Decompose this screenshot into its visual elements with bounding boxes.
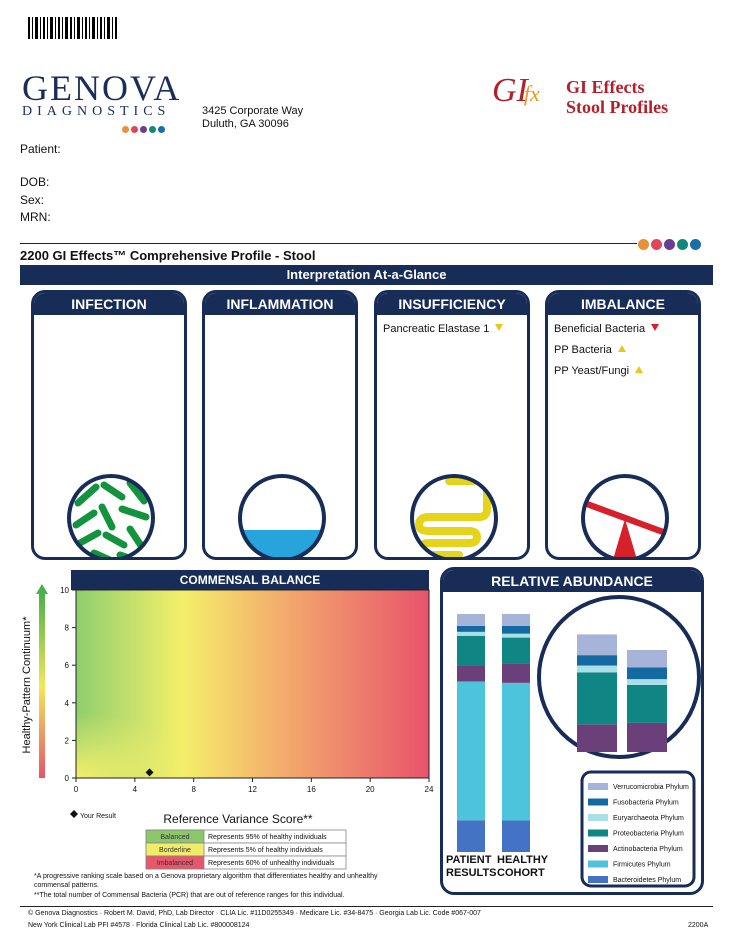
intestine-icon	[409, 473, 499, 560]
interpretation-banner: Interpretation At-a-Glance	[20, 265, 713, 285]
zoom-bar-segment	[577, 724, 617, 752]
legend-description: Represents 95% of healthy individuals	[208, 834, 327, 841]
insufficiency-item-label: Pancreatic Elastase 1	[383, 323, 490, 335]
y-tick-label: 0	[64, 774, 69, 783]
zoom-bar-segment	[627, 679, 667, 685]
phylum-legend-label: Proteobacteria Phylum	[613, 830, 684, 838]
phylum-legend-swatch	[588, 783, 608, 790]
healthy-column-label-2: COHORT	[497, 867, 545, 879]
phylum-legend-swatch	[588, 830, 608, 837]
zoom-bar-segment	[577, 655, 617, 665]
seesaw-icon	[580, 473, 670, 560]
stacked-bar-segment	[457, 614, 485, 626]
legend-description: Represents 5% of healthy individuals	[208, 847, 323, 854]
stacked-bar-segment	[502, 821, 530, 852]
commensal-legend	[60, 808, 400, 872]
genova-logo	[22, 70, 181, 120]
phylum-legend-label: Fusobacteria Phylum	[613, 799, 679, 807]
healthy-column-label-1: HEALTHY	[497, 854, 549, 866]
product-title	[566, 77, 668, 117]
stacked-bar-segment	[502, 626, 530, 634]
note-2: **The total number of Commensal Bacteria (PCR) that are out of reference ranges for this individual.	[34, 892, 345, 899]
inflammation-card	[202, 290, 358, 560]
mrn-label: MRN:	[20, 210, 51, 224]
product-title-line2: Stool Profiles	[566, 97, 669, 117]
phylum-legend-swatch	[588, 876, 608, 883]
divider-dots	[638, 237, 703, 255]
bacteria-icon	[66, 473, 156, 560]
lab-address	[202, 105, 303, 131]
imbalance-card	[545, 290, 701, 560]
patient-label: Patient:	[20, 142, 61, 156]
stacked-bar-segment	[502, 638, 530, 664]
x-tick-label: 24	[424, 785, 434, 794]
gi-effects-logo	[492, 72, 669, 117]
inflammation-title: INFLAMMATION	[205, 293, 355, 315]
imbalance-title: IMBALANCE	[548, 293, 698, 315]
logo-fx: fx	[523, 81, 540, 106]
imbalance-item	[554, 365, 692, 377]
x-tick-label: 8	[191, 785, 196, 794]
insufficiency-title: INSUFFICIENCY	[377, 293, 527, 315]
stacked-bar-segment	[457, 632, 485, 636]
your-result-marker-icon	[70, 810, 78, 818]
high-flag-icon	[618, 345, 626, 352]
dob-label: DOB:	[20, 175, 50, 189]
y-tick-label: 4	[64, 698, 69, 708]
legend-label: Balanced	[160, 834, 190, 841]
logo-dots	[122, 120, 167, 138]
relative-abundance-chart	[440, 592, 704, 892]
commensal-gradient-overlay	[76, 590, 429, 778]
legend-title: Reference Variance Score**	[163, 812, 313, 826]
logo-company-name: GENOVA	[22, 68, 182, 108]
stacked-bar-segment	[457, 626, 485, 632]
commensal-balance-chart	[20, 580, 440, 812]
stacked-bar-segment	[457, 636, 485, 666]
y-tick-label: 8	[64, 623, 69, 633]
zoom-bar-segment	[577, 634, 617, 655]
high-flag-icon	[635, 366, 643, 373]
barcode	[28, 17, 118, 39]
phylum-legend-label: Actinobacteria Phylum	[613, 846, 683, 853]
low-flag-icon	[495, 324, 503, 331]
phylum-legend-label: Bacteroidetes Phylum	[613, 877, 682, 884]
footer-line-2: New York Clinical Lab PFI #4578 · Florida Clinical Lab Lic. #800008124	[28, 922, 250, 929]
form-code: 2200A	[688, 922, 709, 929]
phylum-legend-label: Euryarchaeota Phylum	[613, 815, 684, 822]
footer-line-1: © Genova Diagnostics · Robert M. David, PhD, Lab Director · CLIA Lic. #11D0255349 · Medicare Lic. #34-8475 · Georgia Lab Lic. Code #067-007	[28, 910, 481, 917]
zoom-bar-segment	[627, 650, 667, 667]
zoom-bar-segment	[577, 672, 617, 724]
zoom-bar-segment	[577, 666, 617, 673]
note-1-line-2: commensal patterns.	[34, 882, 99, 889]
address-line2: Duluth, GA 30096	[202, 118, 289, 130]
phylum-legend-label: Verrucomicrobia Phylum	[613, 784, 689, 791]
legend-label: Borderline	[159, 847, 191, 854]
insufficiency-item	[383, 323, 521, 335]
y-axis-label: Healthy-Pattern Continuum*	[21, 616, 33, 754]
inflammation-fluid-icon	[237, 473, 327, 560]
zoom-bar-segment	[627, 667, 667, 679]
zoom-bar-segment	[627, 723, 667, 752]
y-tick-label: 10	[60, 586, 69, 595]
legend-label: Imbalanced	[156, 860, 194, 867]
stacked-bar-segment	[457, 666, 485, 682]
sex-label: Sex:	[20, 193, 45, 207]
phylum-legend-swatch	[588, 814, 608, 821]
healthy-zoom-circle	[539, 597, 699, 757]
stacked-bar-segment	[502, 683, 530, 821]
imbalance-item-label: PP Yeast/Fungi	[554, 365, 630, 377]
continuum-arrow	[39, 594, 45, 778]
relative-abundance-title: RELATIVE ABUNDANCE	[443, 570, 701, 592]
imbalance-item	[554, 344, 692, 356]
stacked-bar-segment	[457, 820, 485, 852]
zoom-bar-segment	[627, 685, 667, 723]
note-1-line-1: *A progressive ranking scale based on a Genova proprietary algorithm that differentiates healthy and unhealthy	[34, 873, 378, 880]
insufficiency-card	[374, 290, 530, 560]
patient-column-label-2: RESULTS	[446, 867, 497, 879]
stacked-bar-segment	[502, 663, 530, 683]
phylum-legend-swatch	[588, 861, 608, 868]
commensal-balance-title: COMMENSAL BALANCE	[71, 570, 429, 590]
logo-company-sub: DIAGNOSTICS	[22, 104, 171, 119]
stacked-bar-segment	[457, 681, 485, 820]
your-result-label: Your Result	[80, 813, 116, 820]
phylum-legend-swatch	[588, 799, 608, 806]
x-tick-label: 16	[306, 785, 316, 794]
profile-title: 2200 GI Effects™ Comprehensive Profile - Stool	[20, 248, 316, 263]
footer-divider	[20, 906, 713, 907]
y-tick-label: 2	[64, 736, 69, 746]
phylum-legend-swatch	[588, 845, 608, 852]
x-tick-label: 20	[365, 785, 375, 794]
x-tick-label: 12	[248, 785, 257, 794]
stacked-bar-segment	[502, 634, 530, 638]
infection-card	[31, 290, 187, 560]
address-line1: 3425 Corporate Way	[202, 105, 304, 117]
infection-title: INFECTION	[34, 293, 184, 315]
product-title-line1: GI Effects	[566, 77, 645, 97]
x-tick-label: 0	[73, 785, 79, 794]
header-divider	[20, 243, 637, 244]
continuum-arrow-head	[36, 584, 48, 594]
patient-column-label-1: PATIENT	[446, 854, 492, 866]
x-tick-label: 4	[132, 785, 138, 794]
y-tick-label: 6	[64, 661, 69, 671]
legend-description: Represents 60% of unhealthy individuals	[208, 860, 335, 867]
stacked-bar-segment	[502, 614, 530, 626]
low-flag-icon	[651, 324, 659, 331]
imbalance-item	[554, 323, 692, 335]
imbalance-item-label: Beneficial Bacteria	[554, 323, 646, 335]
imbalance-item-label: PP Bacteria	[554, 344, 612, 356]
logo-gi: GI	[492, 72, 528, 109]
phylum-legend-label: Firmicutes Phylum	[613, 861, 671, 869]
